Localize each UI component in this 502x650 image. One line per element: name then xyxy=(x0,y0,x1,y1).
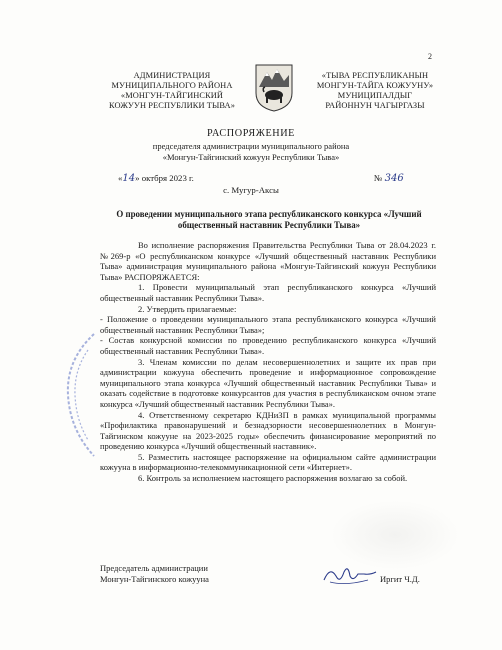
paragraph: 3. Членам комиссии по делам несовершеннолетних и защите их прав при администрации кожууна обеспечить проведение и информационное сопровождение муниципального этапа конкурса «Лучший общественный наставник Республики Тыва» и оказать содействие в подготовке конкурсантов для участия в республиканском очном этапе конкурса «Лучший общественный наставник Республики Тыва». xyxy=(100,356,436,409)
header-left-russian xyxy=(92,71,252,111)
paragraph: 5. Разместить настоящее распоряжение на официальном сайте администрации кожууна в информационно-телекоммуникационной сети «Интернет». xyxy=(100,451,436,473)
document-title: РАСПОРЯЖЕНИЕ xyxy=(206,128,296,139)
signatory-name: Иргит Ч.Д. xyxy=(380,574,420,584)
header-right-line: РАЙОННУН ЧАГЫРГАЗЫ xyxy=(325,101,425,110)
header-left-line: МУНИЦИПАЛЬНОГО РАЙОНА xyxy=(111,81,233,90)
header-left-line: «МОНГУН-ТАЙГИНСКИЙ xyxy=(120,91,224,100)
document-body xyxy=(100,240,436,484)
document-subject: О проведении муниципального этапа республиканского конкурса «Лучший общественный наставник Республики Тыва» xyxy=(116,209,422,230)
document-subtitle: «Монгун-Тайгинский кожуун Республики Тыва» xyxy=(162,152,340,162)
document-number xyxy=(374,173,404,184)
paragraph: 6. Контроль за исполнением настоящего распоряжения возлагаю за собой. xyxy=(138,473,408,484)
paragraph: 2. Утвердить прилагаемые: xyxy=(138,303,237,314)
signatory-position-line: Монгун-Тайгинского кожууна xyxy=(100,573,209,584)
header-right-line: МУНИЦИПАЛДЫГ xyxy=(337,91,413,100)
coat-of-arms-emblem xyxy=(253,63,295,113)
header-left-line: КОЖУУН РЕСПУБЛИКИ ТЫВА» xyxy=(108,101,235,110)
faded-stamp xyxy=(60,330,100,460)
signatory-position-line: Председатель администрации xyxy=(100,563,208,573)
number-prefix: № xyxy=(374,173,383,183)
paragraph: 1. Провести муниципальный этап республиканского конкурса «Лучший общественный наставник Республики Тыва». xyxy=(100,282,436,303)
header-right-line: МОНГУН-ТАЙГА КОЖУУНУ» xyxy=(316,81,434,90)
paragraph: - Положение о проведении муниципального этапа республиканского конкурса «Лучший общественный наставник Республики Тыва»; xyxy=(100,314,436,335)
header-right-line: «ТЫВА РЕСПУБЛИКАНЫН xyxy=(321,71,429,80)
document-place: с. Мугур-Аксы xyxy=(223,185,279,195)
number-value-handwritten: 346 xyxy=(384,173,404,184)
paragraph: Во исполнение распоряжения Правительства Республики Тыва от 28.04.2023 г. №269-р «О республиканском конкурсе «Лучший общественный наставник Республики Тыва» администрация муниципального района «Монгун-Тайгинский кожуун Республики Тыва» РАСПОРЯЖАЕТСЯ: xyxy=(100,240,436,282)
date-day-handwritten: 14 xyxy=(122,173,136,184)
paragraph: 4. Ответственному секретарю КДНиЗП в рамках муниципальной программы «Профилактика правонарушений и безнадзорности несовершеннолетних в Монгун-Тайгинском кожууне на 2023-2025 годы» обеспечить финансирование мероприятий по проведению конкурса «Лучший общественный наставник». xyxy=(100,409,436,452)
header-right-tuvan xyxy=(300,71,450,111)
signatory-position xyxy=(100,563,209,584)
date-rest: » октбря 2023 г. xyxy=(135,173,194,183)
document-date xyxy=(118,173,194,184)
date-open-quote: « xyxy=(118,173,123,183)
scan-smudge xyxy=(330,500,460,570)
paragraph: - Состав конкурсной комиссии по проведению республиканского конкурса «Лучший общественный наставник Республики Тыва». xyxy=(100,335,436,356)
header-left-line: АДМИНИСТРАЦИЯ xyxy=(133,71,211,80)
document-subtitle: председателя администрации муниципального района xyxy=(152,141,350,151)
page-number: 2 xyxy=(428,52,432,61)
